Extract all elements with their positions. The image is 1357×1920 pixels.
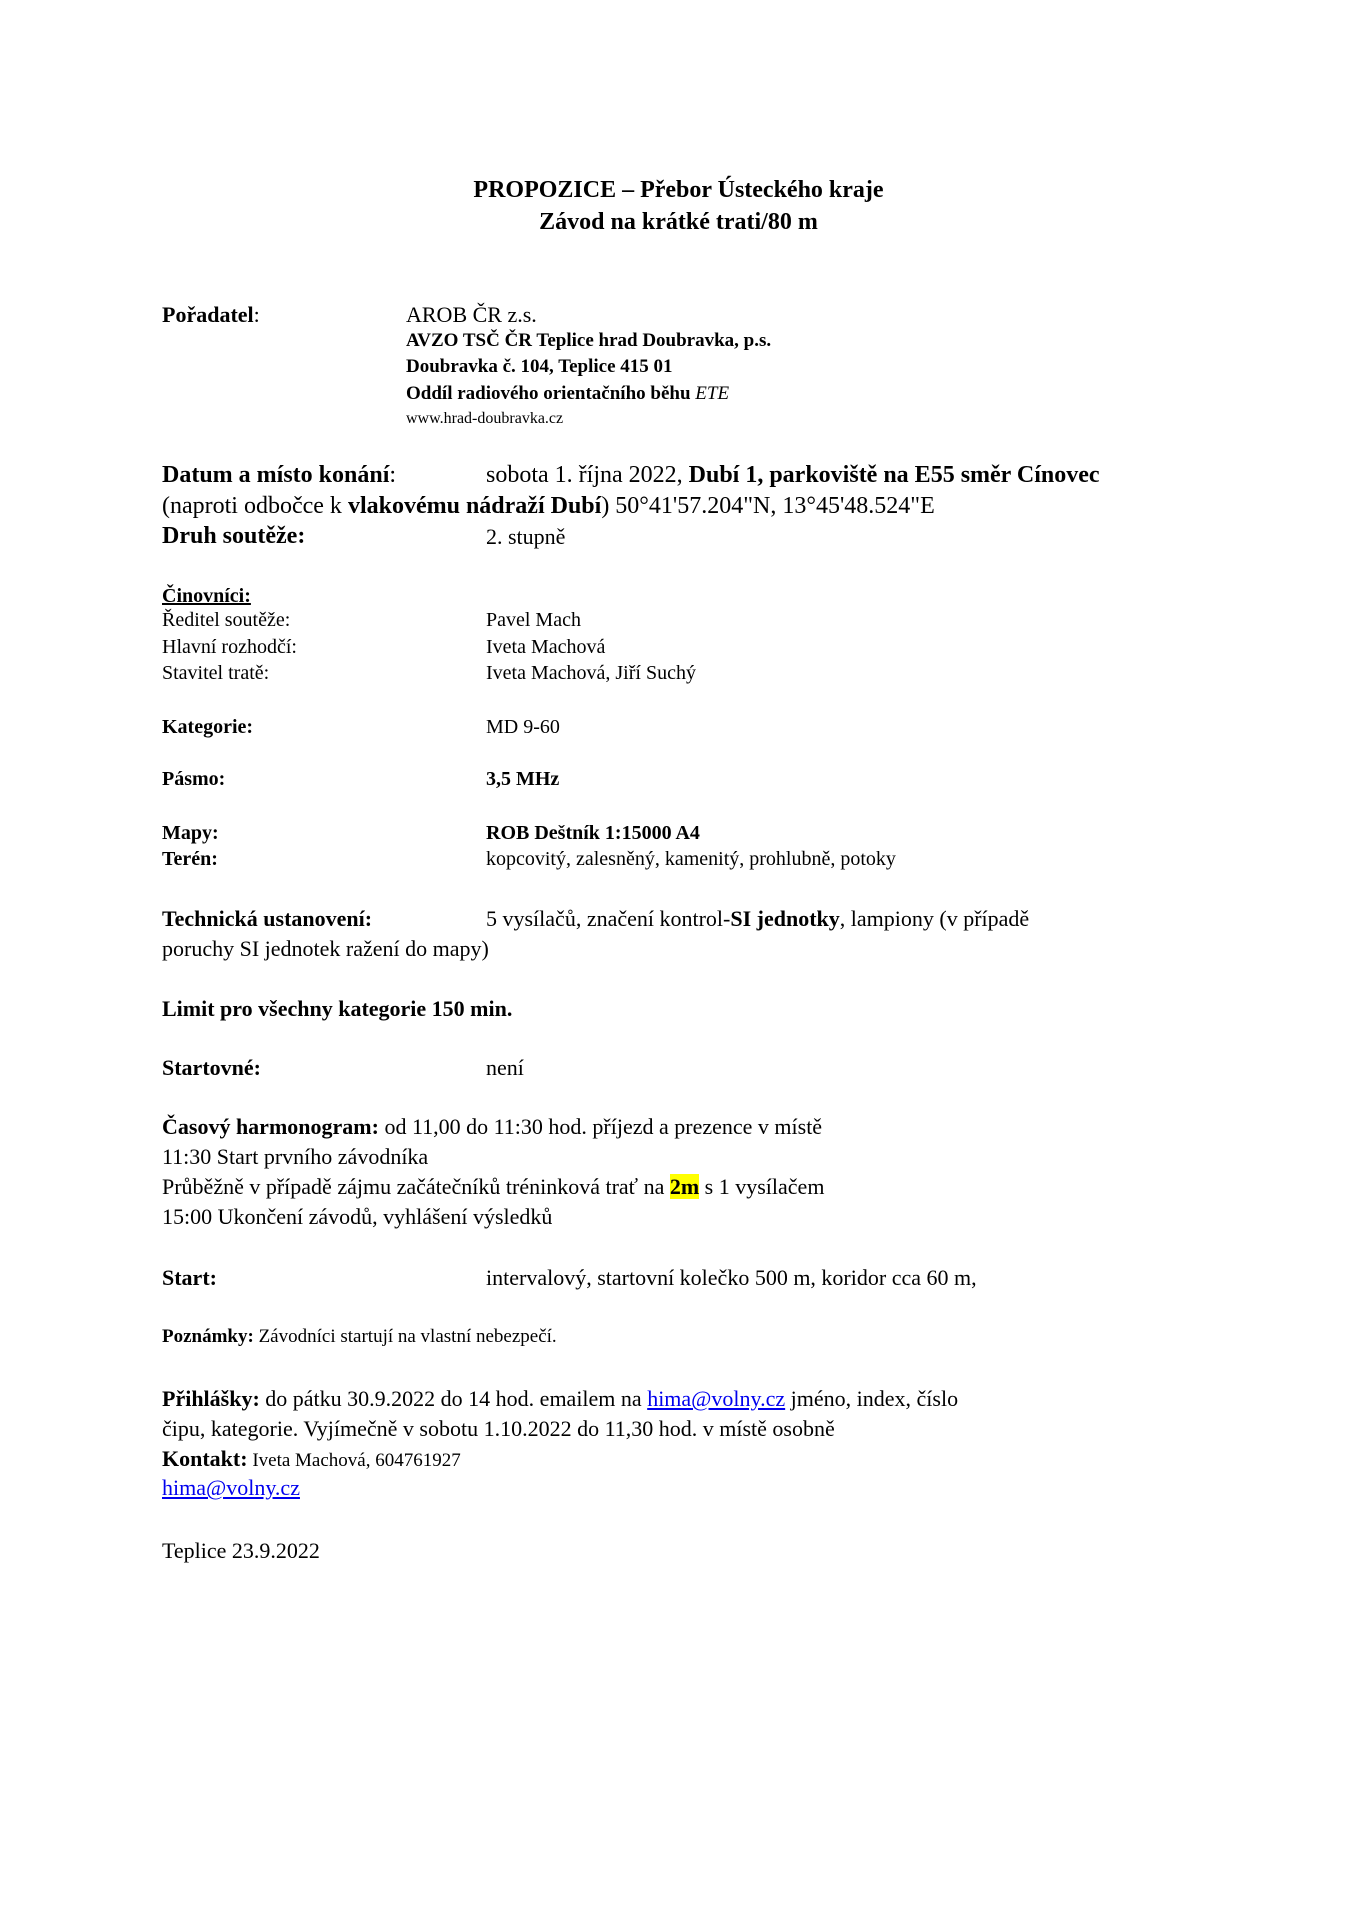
organizer-address: Doubravka č. 104, Teplice 415 01 (406, 356, 673, 377)
referee-label: Hlavní rozhodčí: (162, 636, 297, 658)
start-label: Start: (162, 1265, 217, 1290)
schedule-training-post: s 1 vysílačem (699, 1174, 825, 1199)
date-value: sobota 1. října 2022, (486, 462, 689, 488)
date-place-label: Datum a místo konání (162, 462, 390, 488)
organizer-club (406, 383, 729, 405)
entry-fee-value: není (486, 1055, 524, 1080)
date-place-value (486, 462, 1100, 489)
date-place-colon: : (389, 462, 397, 488)
contact-value: Iveta Machová, 604761927 (247, 1450, 461, 1471)
date-place-line2 (162, 493, 935, 520)
start-value: intervalový, startovní kolečko 500 m, koridor cca 60 m, (486, 1265, 977, 1290)
competition-type-label: Druh soutěže: (162, 523, 306, 549)
organizer-label-row (162, 302, 260, 328)
organizer-name: AROB ČR z.s. (406, 302, 537, 327)
contact-email-link[interactable]: hima@volny.cz (162, 1475, 300, 1500)
registration-value-1: do pátku 30.9.2022 do 14 hod. emailem na (259, 1386, 648, 1411)
date-place-label-row (162, 462, 396, 489)
place-and-date: Teplice 23.9.2022 (162, 1538, 320, 1563)
organizer-branch: AVZO TSČ ČR Teplice hrad Doubravka, p.s. (406, 330, 772, 351)
technical-value (486, 906, 1029, 932)
registration-label: Přihlášky: (162, 1386, 260, 1411)
schedule-line2: 11:30 Start prvního závodníka (162, 1144, 429, 1169)
director-value: Pavel Mach (486, 609, 581, 631)
organizer-colon: : (253, 302, 260, 327)
place-value: Dubí 1, parkoviště na E55 směr Cínovec (688, 462, 1100, 488)
technical-value-2: , lampiony (v případě (839, 906, 1030, 931)
place-gps: ) 50°41'57.204"N, 13°45'48.524"E (601, 493, 935, 519)
schedule-line1 (162, 1114, 822, 1140)
schedule-training-pre: Průběžně v případě zájmu začátečníků tréninková trať na (162, 1174, 670, 1199)
schedule-line3 (162, 1174, 824, 1200)
course-builder-label: Stavitel tratě: (162, 662, 270, 684)
contact-email-row (162, 1475, 300, 1501)
terrain-value: kopcovitý, zalesněný, kamenitý, prohlubně, potoky (486, 848, 896, 870)
contact-label: Kontakt: (162, 1446, 248, 1471)
band-value: 3,5 MHz (486, 768, 560, 790)
course-builder-value: Iveta Machová, Jiří Suchý (486, 662, 696, 684)
document-title-line1: PROPOZICE – Přebor Ústeckého kraje (473, 177, 884, 203)
band-label: Pásmo: (162, 768, 226, 790)
schedule-line4: 15:00 Ukončení závodů, vyhlášení výsledků (162, 1204, 553, 1229)
registration-line1 (162, 1386, 958, 1412)
registration-email-link[interactable]: hima@volny.cz (647, 1386, 786, 1411)
schedule-training-band: 2m (669, 1174, 700, 1199)
schedule-label: Časový harmonogram: (162, 1114, 379, 1139)
organizer-club-abbr: ETE (695, 383, 730, 404)
entry-fee-label: Startovné: (162, 1055, 261, 1080)
category-value: MD 9-60 (486, 716, 560, 738)
technical-value-line2: poruchy SI jednotek ražení do mapy) (162, 936, 489, 961)
technical-value-1: 5 vysílačů, značení kontrol- (486, 906, 731, 931)
maps-value: ROB Deštník 1:15000 A4 (486, 822, 700, 844)
terrain-label: Terén: (162, 848, 218, 870)
time-limit: Limit pro všechny kategorie 150 min. (162, 996, 513, 1021)
document-title-line2: Závod na krátké trati/80 m (539, 209, 818, 235)
notes-row (162, 1326, 557, 1348)
category-label: Kategorie: (162, 716, 254, 738)
place-note-1: (naproti odbočce k (162, 493, 348, 519)
notes-value: Závodníci startují na vlastní nebezpečí. (253, 1326, 557, 1347)
contact-row (162, 1446, 461, 1472)
director-label: Ředitel soutěže: (162, 609, 291, 631)
place-note-station: vlakovému nádraží Dubí (347, 493, 602, 519)
registration-value-2: jméno, index, číslo (785, 1386, 959, 1411)
maps-label: Mapy: (162, 822, 219, 844)
organizer-website: www.hrad-doubravka.cz (406, 410, 564, 427)
organizer-label: Pořadatel (162, 302, 254, 327)
competition-type-value: 2. stupně (486, 524, 566, 549)
notes-label: Poznámky: (162, 1326, 254, 1347)
referee-value: Iveta Machová (486, 636, 606, 658)
organizer-club-text: Oddíl radiového orientačního běhu (406, 383, 696, 404)
officials-heading: Činovníci: (162, 585, 251, 607)
schedule-arrival: od 11,00 do 11:30 hod. příjezd a prezence v místě (378, 1114, 823, 1139)
registration-line2: čipu, kategorie. Vyjímečně v sobotu 1.10.2022 do 11,30 hod. v místě osobně (162, 1416, 835, 1441)
technical-label: Technická ustanovení: (162, 906, 373, 931)
technical-value-si: SI jednotky (730, 906, 840, 931)
